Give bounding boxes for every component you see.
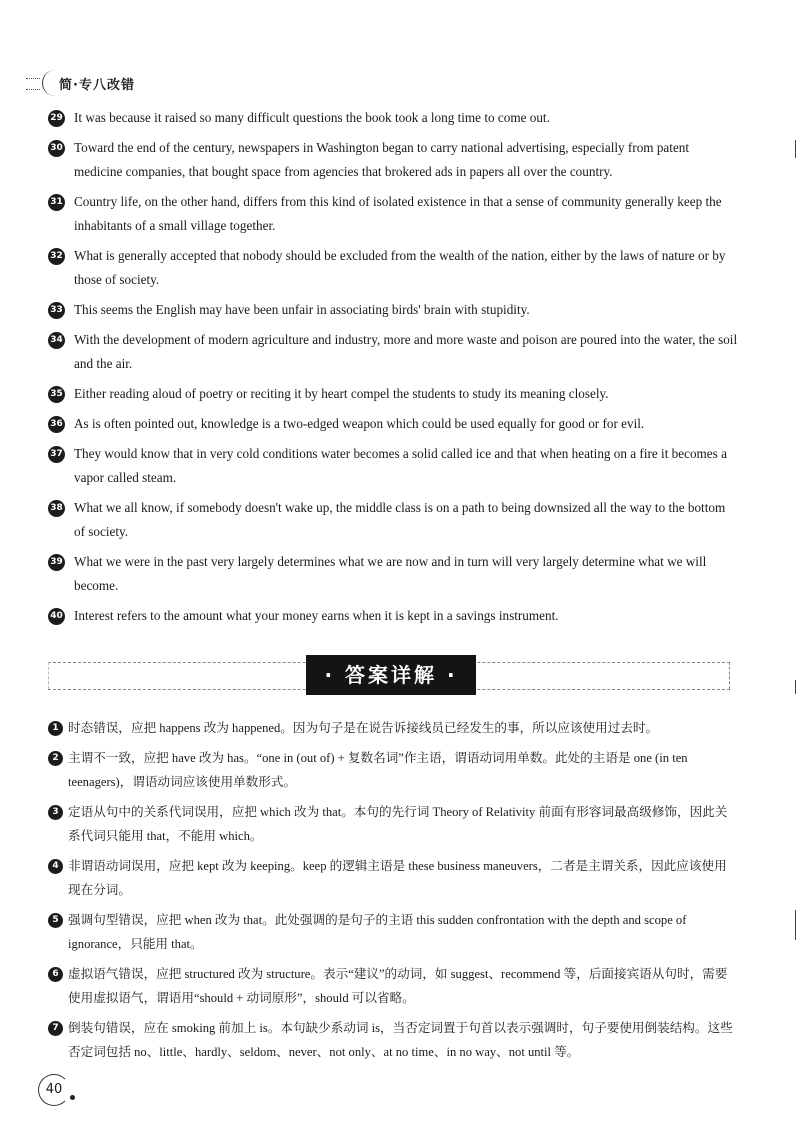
- question-number: 38: [48, 500, 65, 517]
- answer-number: 6: [48, 967, 63, 982]
- question-number: 36: [48, 416, 65, 433]
- question-item: [48, 328, 738, 376]
- answer-item: [48, 716, 738, 740]
- answer-number: 7: [48, 1021, 63, 1036]
- question-number: 40: [48, 608, 65, 625]
- answer-text: 非谓语动词误用，应把 kept 改为 keeping。keep 的逻辑主语是 these business maneuvers，二者是主谓关系，因此应该使用现在分词。: [68, 859, 727, 897]
- question-text: Interest refers to the amount what your money earns when it is kept in a savings instrument.: [74, 608, 559, 623]
- answer-number: 1: [48, 721, 63, 736]
- margin-mark: [795, 680, 796, 694]
- question-item: [48, 106, 738, 130]
- question-item: [48, 190, 738, 238]
- question-item: [48, 604, 738, 628]
- question-text: What is generally accepted that nobody should be excluded from the wealth of the nation, either by the laws of nature or by those of society.: [74, 248, 726, 287]
- question-text: They would know that in very cold conditions water becomes a solid called ice and that when heating on a fire it becomes a vapor called steam.: [74, 446, 727, 485]
- answer-section-banner: [48, 660, 730, 692]
- answer-number: 5: [48, 913, 63, 928]
- answer-text: 倒装句错误，应在 smoking 前加上 is。本句缺少系动词 is，当否定词置于句首以表示强调时，句子要使用倒装结构。这些否定词包括 no、little、hardly、seldom、never、not only、at no time、in no way、not until 等。: [68, 1021, 733, 1059]
- page-number: 40: [38, 1074, 70, 1106]
- question-text: As is often pointed out, knowledge is a two-edged weapon which could be used equally for good or for evil.: [74, 416, 645, 431]
- question-text: This seems the English may have been unfair in associating birds' brain with stupidity.: [74, 302, 530, 317]
- question-number: 37: [48, 446, 65, 463]
- answer-item: [48, 800, 738, 848]
- answer-number: 4: [48, 859, 63, 874]
- margin-mark: [795, 140, 796, 158]
- header-decoration: [26, 78, 40, 90]
- question-text: Either reading aloud of poetry or reciting it by heart compel the students to study its meaning closely.: [74, 386, 609, 401]
- question-item: [48, 298, 738, 322]
- question-number: 34: [48, 332, 65, 349]
- answer-item: [48, 854, 738, 902]
- header-title: 简·专八改错: [59, 77, 135, 93]
- answer-text: 主谓不一致，应把 have 改为 has。“one in (out of) + 复数名词”作主语，谓语动词用单数。此处的主语是 one (in ten teenagers)，谓语动词应该使用单数形式。: [68, 751, 688, 789]
- answer-item: [48, 746, 738, 794]
- question-text: With the development of modern agriculture and industry, more and more waste and poison are poured into the water, the soil and the air.: [74, 332, 738, 371]
- question-number: 31: [48, 194, 65, 211]
- question-text: It was because it raised so many difficult questions the book took a long time to come out.: [74, 110, 550, 125]
- question-number: 33: [48, 302, 65, 319]
- question-item: [48, 382, 738, 406]
- section-header: [42, 70, 135, 96]
- answer-text: 定语从句中的关系代词误用，应把 which 改为 that。本句的先行词 Theory of Relativity 前面有形容词最高级修饰，因此关系代词只能用 that，不能用 which。: [68, 805, 728, 843]
- question-number: 32: [48, 248, 65, 265]
- question-number: 29: [48, 110, 65, 127]
- question-text: What we all know, if somebody doesn't wake up, the middle class is on a path to being downsized all the way to the bottom of society.: [74, 500, 726, 539]
- question-item: [48, 550, 738, 598]
- banner-right-edge: [729, 662, 730, 689]
- answer-item: [48, 908, 738, 956]
- banner-left-edge: [48, 662, 49, 689]
- question-number: 39: [48, 554, 65, 571]
- answer-item: [48, 962, 738, 1010]
- answer-text: 强调句型错误，应把 when 改为 that。此处强调的是句子的主语 this sudden confrontation with the depth and scope of ignorance，只能用 that。: [68, 913, 687, 951]
- answer-number: 2: [48, 751, 63, 766]
- answer-number: 3: [48, 805, 63, 820]
- answer-list: [48, 716, 738, 1070]
- answer-item: [48, 1016, 738, 1064]
- question-item: [48, 136, 738, 184]
- question-number: 30: [48, 140, 65, 157]
- question-text: Country life, on the other hand, differs from this kind of isolated existence in that a sense of community generally keep the inhabitants of a small village together.: [74, 194, 722, 233]
- question-list: [48, 106, 738, 634]
- question-number: 35: [48, 386, 65, 403]
- answer-text: 虚拟语气错误，应把 structured 改为 structure。表示“建议”的动词，如 suggest、recommend 等，后面接宾语从句时，需要使用虚拟语气，谓语用“should + 动词原形”，should 可以省略。: [68, 967, 728, 1005]
- question-text: Toward the end of the century, newspapers in Washington began to carry national advertising, especially from patent medicine companies, that bought space from agencies that brokered ads in papers all over the country.: [74, 140, 690, 179]
- question-item: [48, 244, 738, 292]
- answer-text: 时态错误，应把 happens 改为 happened。因为句子是在说告诉接线员已经发生的事，所以应该使用过去时。: [68, 721, 659, 735]
- question-item: [48, 496, 738, 544]
- question-item: [48, 412, 738, 436]
- margin-mark: [795, 910, 796, 940]
- question-item: [48, 442, 738, 490]
- banner-label: · 答案详解 ·: [306, 655, 476, 695]
- question-text: What we were in the past very largely determines what we are now and in turn will very largely determine what we will become.: [74, 554, 707, 593]
